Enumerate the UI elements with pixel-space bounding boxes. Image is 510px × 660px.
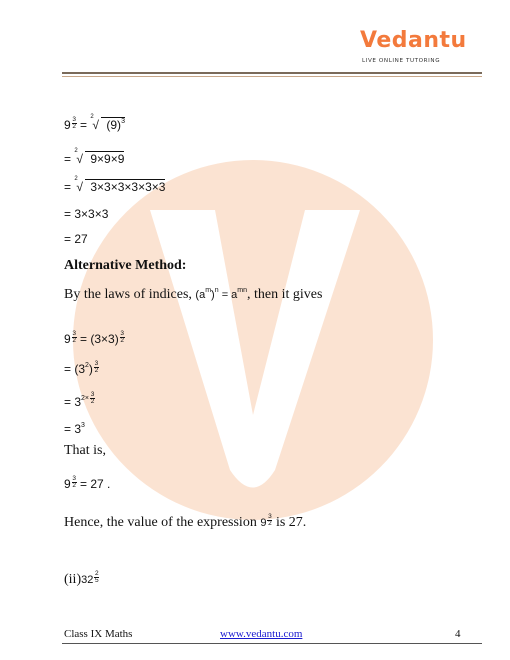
root-index: 2 <box>74 176 78 182</box>
page-number: 4 <box>455 628 461 640</box>
numerator: 3 <box>94 360 99 367</box>
radical: 2 √ 3×3×3×3×3×3 <box>74 176 166 194</box>
radicand-exponent: 3 <box>121 118 125 125</box>
base: 9 <box>64 332 71 346</box>
laws-mn: mn <box>237 287 248 294</box>
numerator: 3 <box>120 330 125 337</box>
base: 9 <box>64 477 71 491</box>
denominator: 2 <box>94 366 99 374</box>
laws-text: By the laws of indices, <box>64 287 192 302</box>
exponent-fraction <box>94 571 99 584</box>
alternative-method-heading: Alternative Method: <box>64 258 187 273</box>
base: 9 <box>64 118 71 132</box>
equals: = <box>64 180 75 194</box>
header-rule <box>62 72 482 74</box>
rhs: = (3×3) <box>80 332 119 346</box>
root-index: 2 <box>90 114 94 120</box>
numerator: 2 <box>95 570 99 577</box>
radical: 2 √ 9×9×9 <box>74 148 125 166</box>
radical: 2 √ $(9)^3$ <box>90 114 125 132</box>
denominator: 2 <box>72 122 76 130</box>
alt-step-2 <box>64 362 99 382</box>
numerator: 3 <box>90 391 95 398</box>
hence-line <box>64 515 306 535</box>
laws-a: (a <box>195 289 206 301</box>
exponent-fraction <box>90 392 95 405</box>
exponent-fraction <box>72 476 77 489</box>
logo-tagline: LIVE ONLINE TUTORING <box>362 58 441 64</box>
part-expression <box>81 570 99 586</box>
numerator: 3 <box>268 513 272 520</box>
footer-website-link[interactable]: www.vedantu.com <box>220 628 303 640</box>
laws-formula <box>195 289 247 301</box>
radicand: (9) <box>106 118 122 132</box>
laws-of-indices-line <box>64 287 322 303</box>
hence-tail: is 27. <box>275 515 307 530</box>
alt-step-4 <box>64 422 85 436</box>
denominator: 2 <box>268 519 272 527</box>
numerator: 3 <box>72 475 76 482</box>
exponent: 3 <box>81 422 85 429</box>
exponent-fraction <box>120 331 125 344</box>
header-rule-thin <box>62 76 482 77</box>
paren: ) <box>88 362 93 376</box>
rhs: = 3 <box>64 395 82 409</box>
alt-step-1 <box>64 332 125 352</box>
footer-rule <box>62 643 482 644</box>
radicand: 3×3×3×3×3×3 <box>85 179 165 194</box>
equals: = <box>80 118 88 132</box>
base: 32 <box>81 574 94 586</box>
exponent-fraction <box>267 514 272 527</box>
base: 9 <box>260 517 267 529</box>
footer-class-label: Class IX Maths <box>64 628 133 640</box>
equals: = <box>64 152 75 166</box>
denominator: 2 <box>72 336 76 344</box>
rhs: = 3 <box>64 422 82 436</box>
hence-expression <box>260 513 272 529</box>
exponent-fraction <box>72 117 77 130</box>
step-line-1 <box>64 114 125 138</box>
step-line-3 <box>64 176 166 194</box>
exponent-fraction <box>94 361 99 374</box>
radicand: 9×9×9 <box>85 151 124 166</box>
numerator: 3 <box>72 116 76 123</box>
part-label: (ii) <box>64 572 82 587</box>
rhs: = (3 <box>64 362 86 376</box>
inner-exp: 2 <box>85 362 89 369</box>
vedantu-logo <box>360 28 480 74</box>
step-line-4: = 3×3×3 <box>64 207 109 221</box>
exponent-fraction <box>72 331 77 344</box>
denominator: 2 <box>90 397 95 405</box>
part-ii-line <box>64 572 99 592</box>
step-line-2 <box>64 148 125 166</box>
laws-m: m <box>205 287 212 294</box>
numerator: 3 <box>72 330 76 337</box>
result-line <box>64 477 110 497</box>
that-is-text: That is, <box>64 443 106 458</box>
rhs: = 27 . <box>80 477 111 491</box>
laws-eq: = a <box>221 289 238 301</box>
denominator: 5 <box>95 576 99 584</box>
laws-n: n <box>214 287 219 294</box>
denominator: 2 <box>120 336 125 344</box>
denominator: 2 <box>72 481 76 489</box>
step-line-5: = 27 <box>64 232 88 246</box>
exp-prefix: 2× <box>81 395 89 402</box>
laws-tail: , then it gives <box>247 287 323 302</box>
root-index: 2 <box>74 148 78 154</box>
logo-wordmark: Vedantu <box>360 28 467 53</box>
laws-close: ) <box>211 289 215 301</box>
alt-step-3 <box>64 391 95 415</box>
hence-text: Hence, the value of the expression <box>64 515 257 530</box>
